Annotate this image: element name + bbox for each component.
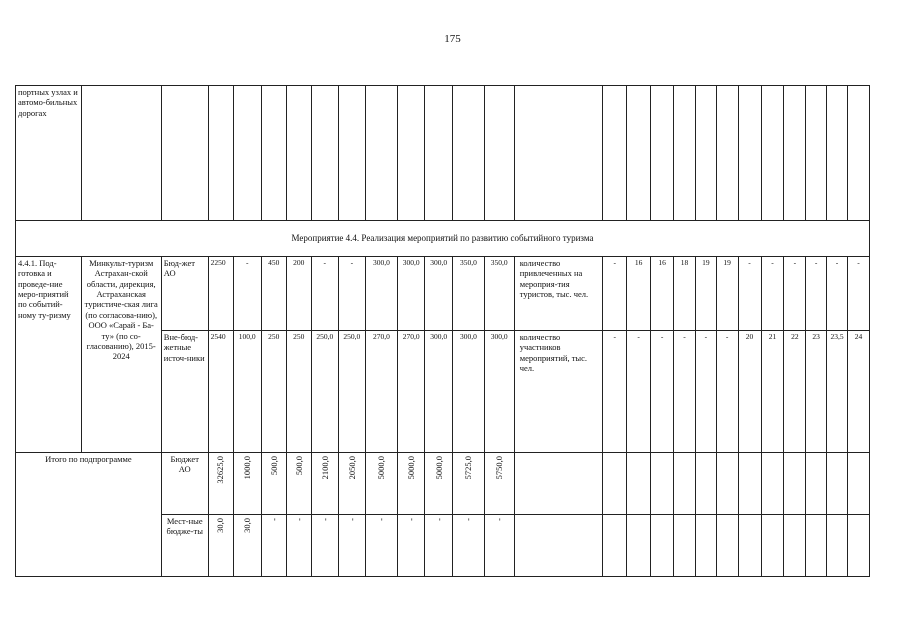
value-cell: 270,0 <box>365 331 397 453</box>
total-value: 2100,0 <box>319 456 330 480</box>
target-cell: - <box>603 257 627 331</box>
target-cell: - <box>806 257 827 331</box>
target-cell: 16 <box>651 257 674 331</box>
page-number: 175 <box>444 33 461 45</box>
continuation-row <box>16 86 870 221</box>
target-cell: - <box>761 257 784 331</box>
source-name-cell: Вне-бюд-жетные источ-ники <box>161 331 208 453</box>
target-cell: 19 <box>716 257 738 331</box>
value-cell: 300,0 <box>398 257 425 331</box>
target-cell: 23,5 <box>827 331 848 453</box>
target-cell: - <box>651 331 674 453</box>
target-cell: 19 <box>695 257 716 331</box>
target-cell: - <box>603 331 627 453</box>
total-value: 5750,0 <box>493 456 504 480</box>
total-value: - <box>493 518 504 521</box>
target-cell: - <box>827 257 848 331</box>
source-name-cell: Бюд-жет АО <box>161 257 208 331</box>
value-cell: 270,0 <box>398 331 425 453</box>
target-cell: - <box>716 331 738 453</box>
continued-name-cell: портных узлах и автомо-бильных дорогах <box>16 86 82 221</box>
event-heading: Мероприятие 4.4. Реализация мероприятий по развитию событийного туризма <box>16 221 870 257</box>
target-cell: - <box>847 257 869 331</box>
total-source-cell: Мест-ные бюдже-ты <box>161 515 208 577</box>
value-cell: 250 <box>261 331 286 453</box>
value-cell: 2540 <box>208 331 233 453</box>
value-cell: 450 <box>261 257 286 331</box>
value-cell: - <box>338 257 365 331</box>
target-cell: - <box>784 257 806 331</box>
target-cell: 23 <box>806 331 827 453</box>
total-value: 500,0 <box>268 456 279 476</box>
executor-cell: Минкульт-туризм Астрахан-ской области, дирекция, Астраханская туристиче-ская лига (по согласова-нию), ООО «Сарай - Ба-ту» (по со-гласованию), 2015-2024 <box>81 257 161 453</box>
value-cell: 300,0 <box>453 331 484 453</box>
total-value: - <box>293 518 304 521</box>
measure-row-budget <box>16 257 870 331</box>
total-value: - <box>376 518 387 521</box>
total-label-cell: Итого по подпрограмме <box>16 453 162 577</box>
total-value: 5725,0 <box>463 456 474 480</box>
target-cell: 20 <box>738 331 761 453</box>
value-cell: 300,0 <box>425 257 453 331</box>
total-value: - <box>463 518 474 521</box>
target-cell: 18 <box>674 257 696 331</box>
value-cell: - <box>311 257 338 331</box>
target-cell: 16 <box>627 257 651 331</box>
target-cell: 22 <box>784 331 806 453</box>
target-cell: - <box>695 331 716 453</box>
total-value: 2050,0 <box>346 456 357 480</box>
total-value: 500,0 <box>293 456 304 476</box>
indicator-cell: количество участников мероприятий, тыс. чел. <box>514 331 603 453</box>
value-cell: 100,0 <box>233 331 261 453</box>
value-cell: 350,0 <box>484 257 514 331</box>
total-value: - <box>268 518 279 521</box>
total-value: 5000,0 <box>433 456 444 480</box>
target-cell: - <box>627 331 651 453</box>
target-cell: - <box>674 331 696 453</box>
target-cell: 21 <box>761 331 784 453</box>
value-cell: 200 <box>286 257 311 331</box>
value-cell: 2250 <box>208 257 233 331</box>
total-value: - <box>433 518 444 521</box>
value-cell: 300,0 <box>365 257 397 331</box>
total-value: - <box>405 518 416 521</box>
value-cell: 300,0 <box>425 331 453 453</box>
total-value: 5000,0 <box>405 456 416 480</box>
total-value: 5000,0 <box>376 456 387 480</box>
total-value: 30,0 <box>215 518 226 533</box>
total-value: 32625,0 <box>215 456 226 484</box>
total-value: 30,0 <box>242 518 253 533</box>
total-value: - <box>319 518 330 521</box>
total-row-budget <box>16 453 870 515</box>
total-value: - <box>346 518 357 521</box>
value-cell: 250,0 <box>338 331 365 453</box>
value-cell: 250 <box>286 331 311 453</box>
target-cell: 24 <box>847 331 869 453</box>
value-cell: - <box>233 257 261 331</box>
total-value: 1000,0 <box>242 456 253 480</box>
total-source-cell: Бюджет АО <box>161 453 208 515</box>
heading-row <box>16 221 870 257</box>
value-cell: 300,0 <box>484 331 514 453</box>
value-cell: 250,0 <box>311 331 338 453</box>
target-cell: - <box>738 257 761 331</box>
program-table <box>15 85 870 577</box>
indicator-cell: количество привлеченных на мероприя-тия туристов, тыс. чел. <box>514 257 603 331</box>
measure-code-cell: 4.4.1. Под-готовка и проведе-ние меро-приятий по событий-ному ту-ризму <box>16 257 82 453</box>
value-cell: 350,0 <box>453 257 484 331</box>
